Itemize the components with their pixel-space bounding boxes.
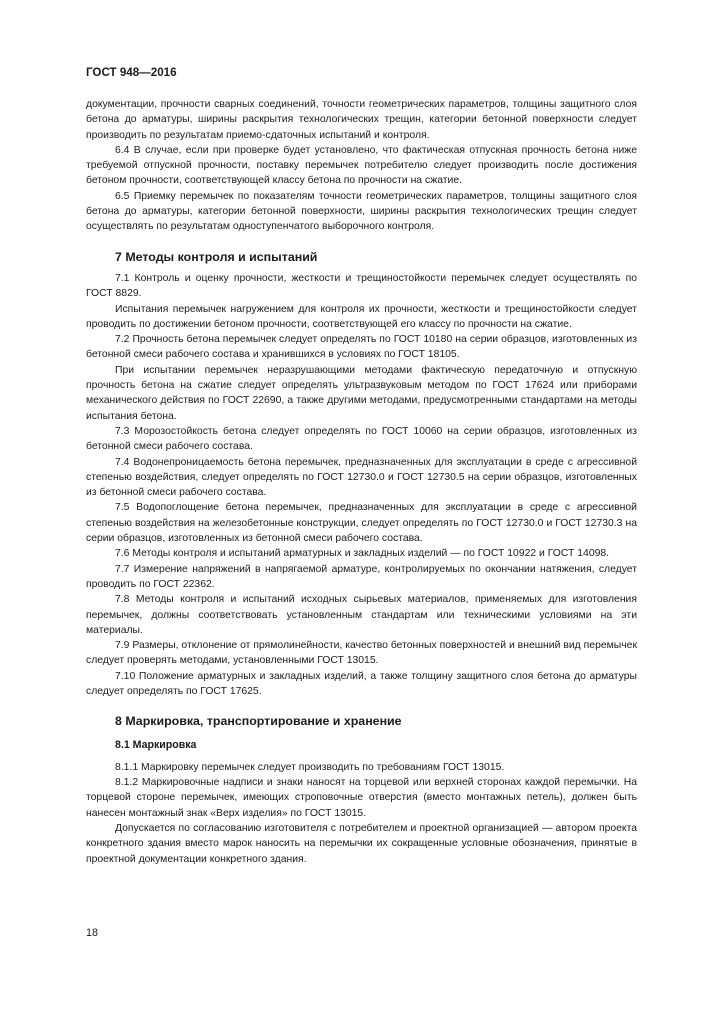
page-number: 18 <box>86 927 99 939</box>
document-code: ГОСТ 948—2016 <box>86 66 177 79</box>
paragraph-7-7: 7.7 Измерение напряжений в напрягаемой арматуре, контролируемых по окончании натяжения, следует проводить по ГОСТ 22362. <box>86 563 637 590</box>
page-content <box>86 97 637 867</box>
paragraph-7-2-nondestructive: При испытании перемычек неразрушающими методами фактическую передаточную и отпускную прочность бетона на сжатие следует определять ультразвуковым методом по ГОСТ 17624 или приборами механического действия по ГОСТ 22690, а также другими методами, предусмотренными стандартами на методы испытания бетона. <box>86 364 637 422</box>
paragraph-7-1: 7.1 Контроль и оценку прочности, жесткости и трещиностойкости перемычек следует осуществлять по ГОСТ 8829. <box>86 272 637 300</box>
paragraph-7-4: 7.4 Водонепроницаемость бетона перемычек, предназначенных для эксплуатации в среде с агрессивной степенью воздействия, следует определять по ГОСТ 12730.0 и ГОСТ 12730.5 на серии образцов, изготовленных из бетонной смеси рабочего состава. <box>86 456 637 499</box>
paragraph-7-10: 7.10 Положение арматурных и закладных изделий, а также толщину защитного слоя бетона до арматуры следует определять по ГОСТ 17625. <box>86 670 637 697</box>
paragraph-7-3: 7.3 Морозостойкость бетона следует определять по ГОСТ 10060 на серии образцов, изготовленных из бетонной смеси рабочего состава. <box>86 425 637 453</box>
paragraph-8-1-1: 8.1.1 Маркировку перемычек следует производить по требованиям ГОСТ 13015. <box>115 761 505 773</box>
paragraph-8-1-2-allowance: Допускается по согласованию изготовителя с потребителем и проектной организацией — автором проекта конкретного здания вместо марок наносить на перемычки их сокращенные условные обозначения, принятые в проектной документации конкретного здания. <box>86 823 637 865</box>
section-8-heading: 8 Маркировка, транспортирование и хранение <box>115 714 402 729</box>
paragraph-8-1-2: 8.1.2 Маркировочные надписи и знаки наносят на торцевой или верхней сторонах каждой перемычки. На торцевой стороне перемычек, имеющих строповочные отверстия (вместо монтажных петель), должен быть нанесен монтажный знак «Верх изделия» по ГОСТ 13015. <box>86 777 637 819</box>
paragraph-continuation: документации, прочности сварных соединений, точности геометрических параметров, толщины защитного слоя бетона до арматуры, ширины раскрытия технологических трещин, категории бетонной поверхности следует производить по результатам приемо-сдаточных испытаний и контроля. <box>86 99 637 141</box>
subsection-8-1-heading: 8.1 Маркировка <box>115 738 197 751</box>
paragraph-7-1-testing: Испытания перемычек нагружением для контроля их прочности, жесткости и трещиностойкости следует проводить по достижении бетоном прочности, соответствующей его классу по прочности на сжатие. <box>86 303 637 330</box>
section-7-heading: 7 Методы контроля и испытаний <box>115 249 318 264</box>
paragraph-7-9: 7.9 Размеры, отклонение от прямолинейности, качество бетонных поверхностей и внешний вид перемычек следует проверять методами, установленными ГОСТ 13015. <box>86 640 637 667</box>
paragraph-7-8: 7.8 Методы контроля и испытаний исходных сырьевых материалов, применяемых для изготовления перемычек, должны соответствовать установленным стандартам или техническими условиями на эти материалы. <box>86 594 637 636</box>
paragraph-6-4: 6.4 В случае, если при проверке будет установлено, что фактическая отпускная прочность бетона ниже требуемой отпускной прочности, поставку перемычек потребителю следует производить после достижения бетоном прочности, соответствующей классу бетона по прочности на сжатие. <box>86 144 637 187</box>
paragraph-7-2: 7.2 Прочность бетона перемычек следует определять по ГОСТ 10180 на серии образцов, изготовленных из бетонной смеси рабочего состава и хранившихся в условиях по ГОСТ 18105. <box>86 334 637 361</box>
paragraph-6-5: 6.5 Приемку перемычек по показателям точности геометрических параметров, толщины защитного слоя бетона до арматуры, категории бетонной поверхности, ширины раскрытия технологических трещин следует осуществлять по результатам одноступенчатого выборочного контроля. <box>86 190 637 233</box>
paragraph-7-6: 7.6 Методы контроля и испытаний арматурных и закладных изделий — по ГОСТ 10922 и ГОСТ 14098. <box>115 548 610 560</box>
paragraph-7-5: 7.5 Водопоглощение бетона перемычек, предназначенных для эксплуатации в среде с агрессивной степенью воздействия на железобетонные конструкции, следует определять по ГОСТ 12730.0 и ГОСТ 12730.3 на серии образцов, изготовленных из бетонной смеси рабочего состава. <box>86 502 637 545</box>
